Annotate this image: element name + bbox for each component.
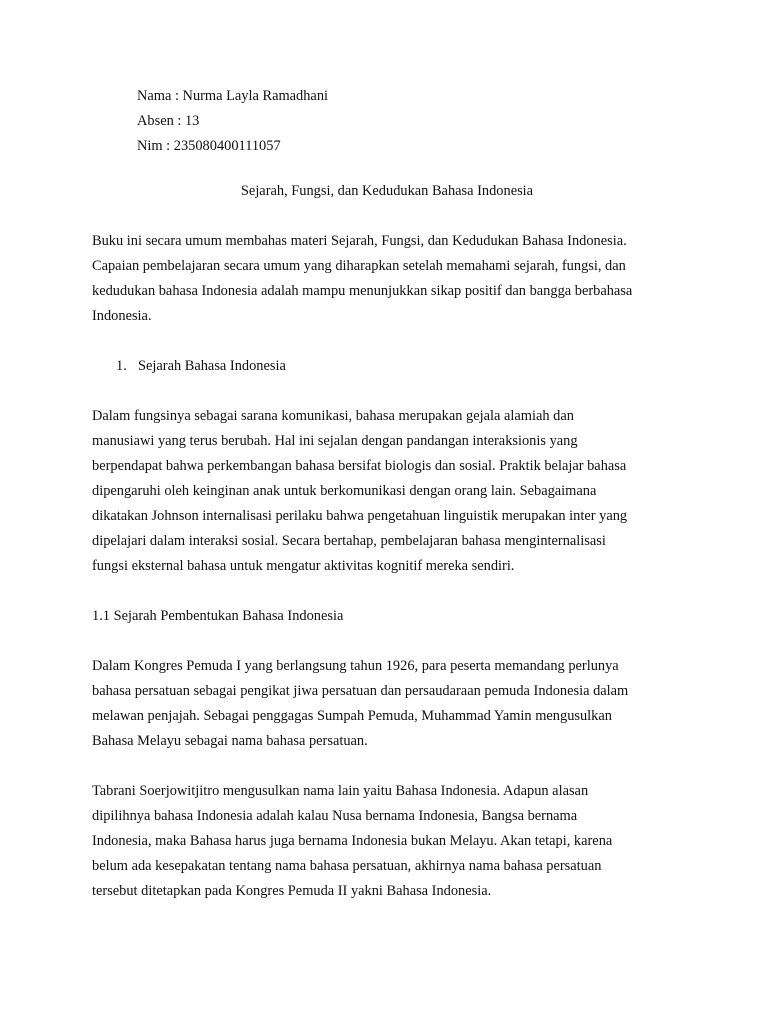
paragraph-line: Dalam fungsinya sebagai sarana komunikasi, bahasa merupakan gejala alamiah dan (92, 408, 574, 424)
paragraph-line: fungsi eksternal bahasa untuk mengatur aktivitas kognitif mereka sendiri. (92, 558, 515, 574)
spacer (92, 579, 682, 604)
paragraph-line: berpendapat bahwa perkembangan bahasa bersifat biologis dan sosial. Praktik belajar bahasa (92, 458, 627, 474)
document-title: Sejarah, Fungsi, dan Kedudukan Bahasa Indonesia (240, 183, 534, 199)
section-1-1-paragraph-1 (92, 654, 682, 754)
spacer (92, 329, 682, 354)
paragraph-line: Capaian pembelajaran secara umum yang diharapkan setelah memahami sejarah, fungsi, dan (92, 258, 626, 274)
section-1-title: Sejarah Bahasa Indonesia (138, 358, 286, 374)
paragraph-line: Tabrani Soerjowitjitro mengusulkan nama lain yaitu Bahasa Indonesia. Adapun alasan (92, 783, 589, 799)
author-nim: Nim : 235080400111057 (137, 138, 281, 154)
section-1-heading (92, 354, 682, 379)
section-1-1-paragraph-2 (92, 779, 682, 904)
paragraph-line: melawan penjajah. Sebagai penggagas Sumpah Pemuda, Muhammad Yamin mengusulkan (92, 708, 612, 724)
paragraph-line: Indonesia. (92, 308, 152, 324)
paragraph-line: tersebut ditetapkan pada Kongres Pemuda II yakni Bahasa Indonesia. (92, 883, 492, 899)
paragraph-line: dipengaruhi oleh keinginan anak untuk berkomunikasi dengan orang lain. Sebagaimana (92, 483, 597, 499)
paragraph-line: Indonesia, maka Bahasa harus juga bernama Indonesia bukan Melayu. Akan tetapi, karena (92, 833, 613, 849)
document-body (92, 84, 682, 904)
author-header (92, 84, 682, 159)
intro-paragraph (92, 229, 682, 329)
paragraph-line: dipilihnya bahasa Indonesia adalah kalau Nusa bernama Indonesia, Bangsa bernama (92, 808, 578, 824)
paragraph-line: Bahasa Melayu sebagai nama bahasa persatuan. (92, 733, 368, 749)
section-1-paragraph (92, 404, 682, 579)
paragraph-line: manusiawi yang terus berubah. Hal ini sejalan dengan pandangan interaksionis yang (92, 433, 578, 449)
paragraph-line: bahasa persatuan sebagai pengikat jiwa persatuan dan persaudaraan pemuda Indonesia dalam (92, 683, 629, 699)
spacer (92, 204, 682, 229)
paragraph-line: Buku ini secara umum membahas materi Sejarah, Fungsi, dan Kedudukan Bahasa Indonesia. (92, 233, 627, 249)
section-1-number: 1. (116, 358, 127, 374)
paragraph-line: Dalam Kongres Pemuda I yang berlangsung tahun 1926, para peserta memandang perlunya (92, 658, 619, 674)
paragraph-line: dipelajari dalam interaksi sosial. Secara bertahap, pembelajaran bahasa menginternalisasi (92, 533, 606, 549)
paragraph-line: dikatakan Johnson internalisasi perilaku bahwa pengetahuan linguistik merupakan inter yang (92, 508, 628, 524)
section-1-1-heading: 1.1 Sejarah Pembentukan Bahasa Indonesia (92, 608, 344, 624)
author-absen: Absen : 13 (137, 113, 200, 129)
paragraph-line: belum ada kesepakatan tentang nama bahasa persatuan, akhirnya nama bahasa persatuan (92, 858, 602, 874)
spacer (92, 379, 682, 404)
author-name: Nama : Nurma Layla Ramadhani (137, 88, 329, 104)
spacer (92, 629, 682, 654)
paragraph-line: kedudukan bahasa Indonesia adalah mampu menunjukkan sikap positif dan bangga berbahasa (92, 283, 633, 299)
spacer (92, 754, 682, 779)
